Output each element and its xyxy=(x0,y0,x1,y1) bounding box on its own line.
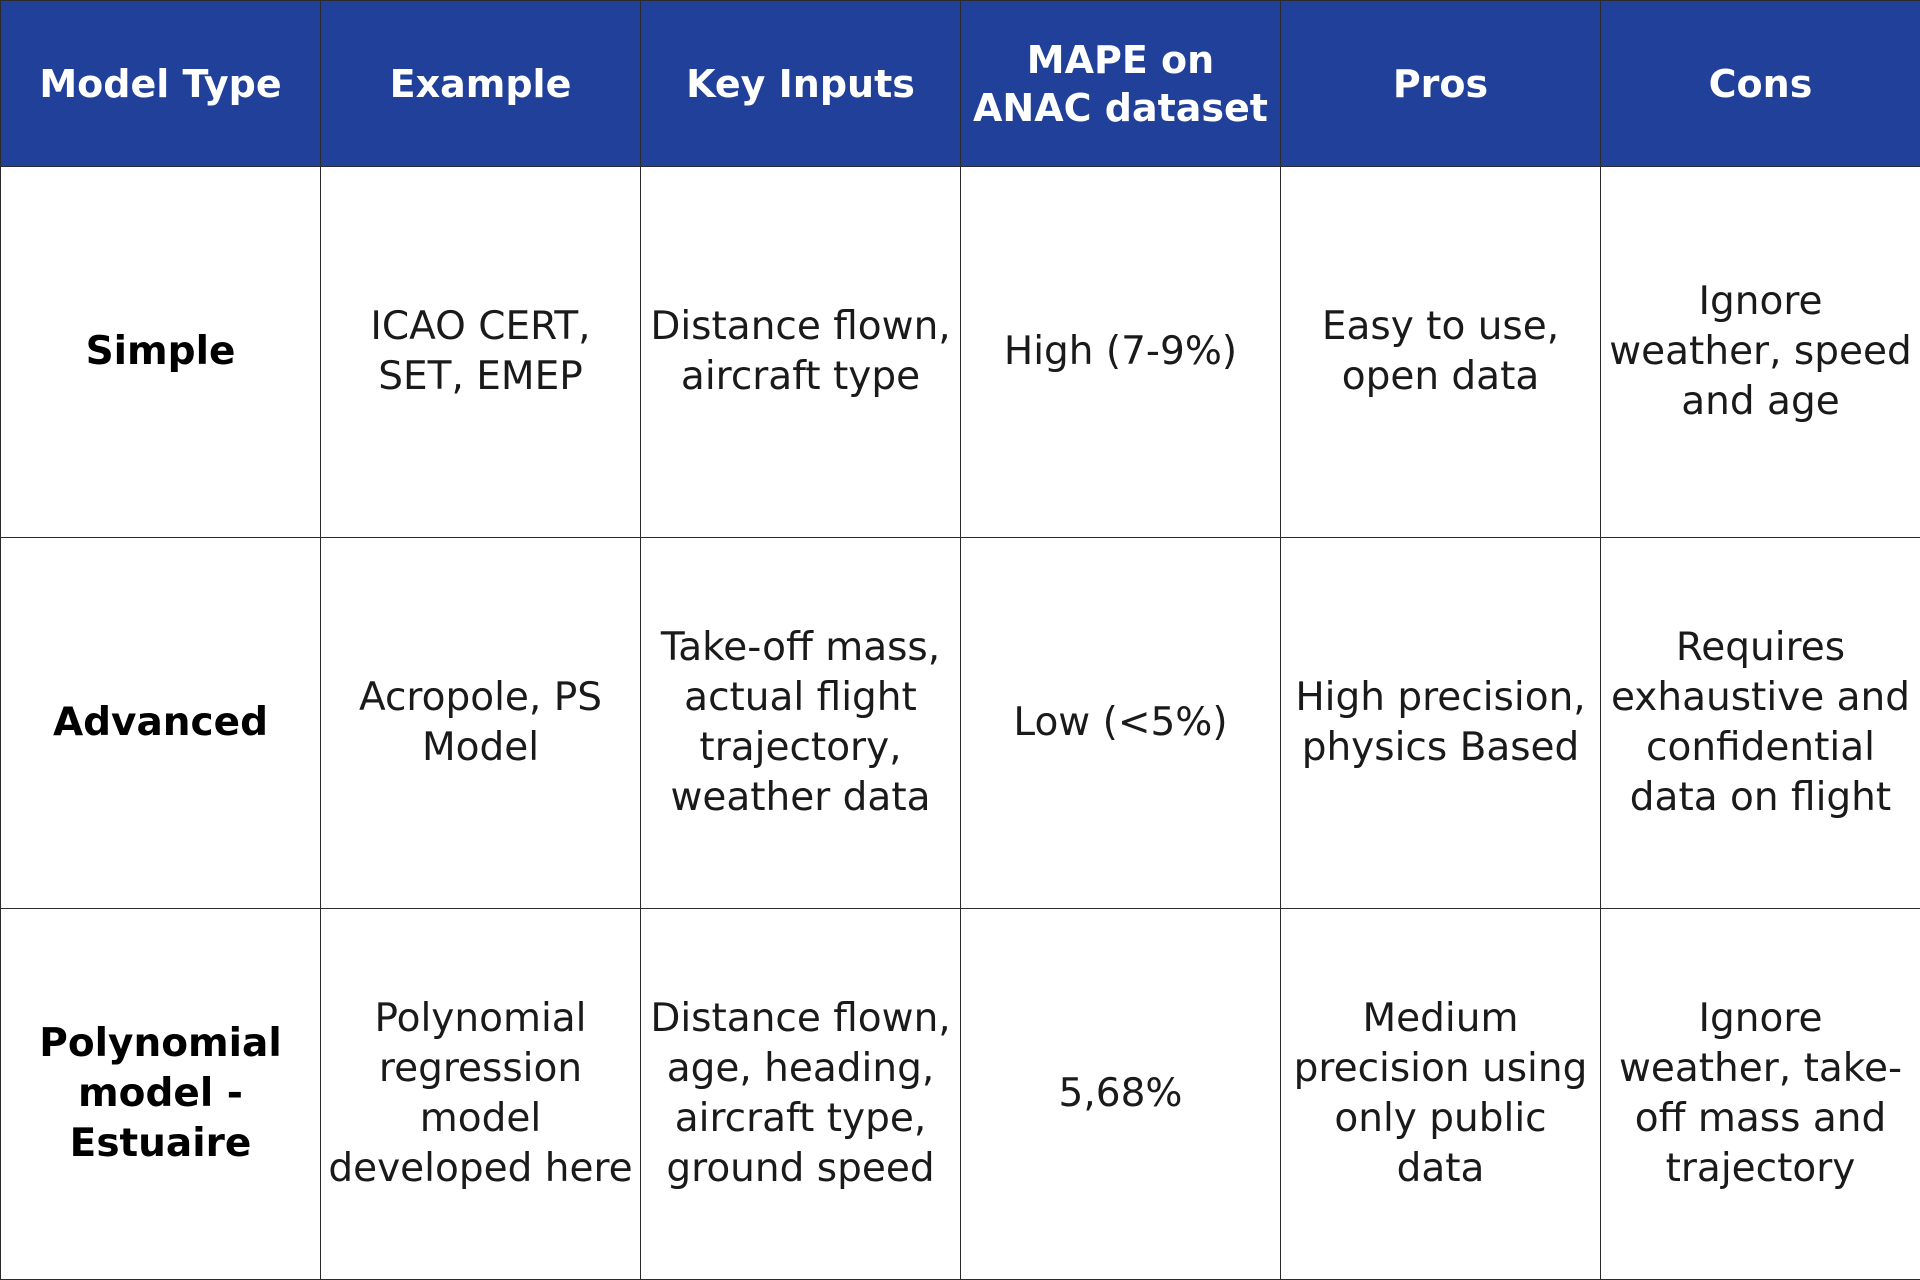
cell-cons: Ignore weather, speed and age xyxy=(1601,167,1920,538)
cell-pros: Easy to use, open data xyxy=(1281,167,1601,538)
cell-example: Polynomial regression model developed here xyxy=(321,909,641,1280)
cell-pros: Medium precision using only public data xyxy=(1281,909,1601,1280)
table-body xyxy=(1,167,1920,1280)
cell-key-inputs: Distance flown, aircraft type xyxy=(641,167,961,538)
cell-example: ICAO CERT, SET, EMEP xyxy=(321,167,641,538)
cell-mape: High (7-9%) xyxy=(961,167,1281,538)
table-row xyxy=(1,538,1920,909)
cell-cons: Requires exhaustive and confidential data on flight xyxy=(1601,538,1920,909)
cell-model-type: Advanced xyxy=(1,538,321,909)
header-model-type: Model Type xyxy=(1,1,321,167)
cell-example: Acropole, PS Model xyxy=(321,538,641,909)
table-row xyxy=(1,909,1920,1280)
cell-model-type: Simple xyxy=(1,167,321,538)
cell-mape: 5,68% xyxy=(961,909,1281,1280)
cell-key-inputs: Take-off mass, actual flight trajectory, weather data xyxy=(641,538,961,909)
header-mape: MAPE on ANAC dataset xyxy=(961,1,1281,167)
cell-cons: Ignore weather, take-off mass and trajectory xyxy=(1601,909,1920,1280)
header-cons: Cons xyxy=(1601,1,1920,167)
header-row xyxy=(1,1,1920,167)
cell-key-inputs: Distance flown, age, heading, aircraft type, ground speed xyxy=(641,909,961,1280)
table-row xyxy=(1,167,1920,538)
cell-mape: Low (<5%) xyxy=(961,538,1281,909)
cell-model-type: Polynomial model - Estuaire xyxy=(1,909,321,1280)
table-header xyxy=(1,1,1920,167)
header-pros: Pros xyxy=(1281,1,1601,167)
header-key-inputs: Key Inputs xyxy=(641,1,961,167)
header-example: Example xyxy=(321,1,641,167)
cell-pros: High precision, physics Based xyxy=(1281,538,1601,909)
